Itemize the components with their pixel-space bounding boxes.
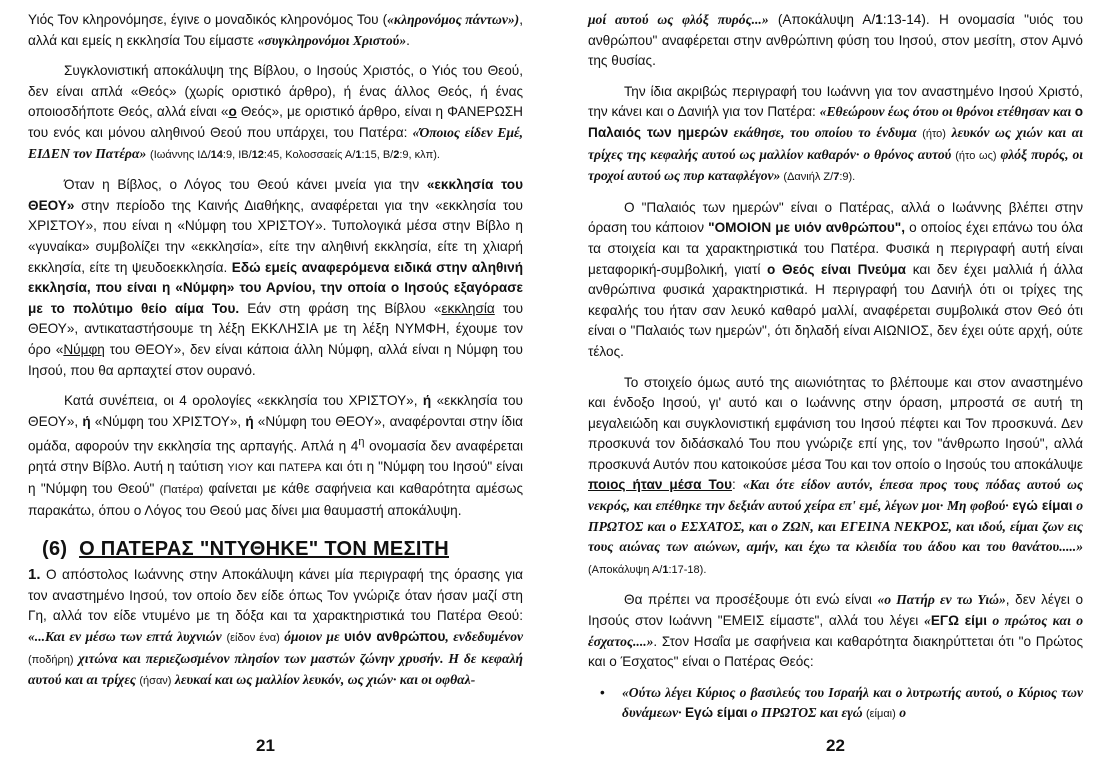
bullet-isaiah: • «Ούτω λέγει Κύριος ο βασιλεύς του Ισραήλ και ο λυτρωτής αυτού, ο Κύριος των δυνάμεων· Εγώ είμαι ο ΠΡΩΤΟΣ και εγώ (είμαι) ο xyxy=(588,683,1083,725)
bullet-icon: • xyxy=(600,684,605,700)
point-number: 1. xyxy=(28,566,41,584)
paragraph-daniel: Την ίδια ακριβώς περιγραφή του Ιωάννη για τον αναστημένο Ιησού Χριστό, την κάνει και ο Δανιήλ για τον Πατέρα: «Εθεώρουν έως ότου οι θρόνοι ετέθησαν και ο Παλαιός των ημερών εκάθησε, του οποίου το ένδυμα (ήτο) λευκόν ως χιών και αι τρίχες της κεφαλής αυτού ως μαλλίον καθαρόν· ο θρόνος αυτού (ήτο ως) φλόξ πυρός, οι τροχοί αυτού ως πυρ καταφλέγον» (Δανιήλ Ζ/7:9). xyxy=(588,83,1084,184)
paragraph-heirs xyxy=(28,10,523,51)
paragraph-revelation xyxy=(28,61,523,165)
right-page xyxy=(588,10,1083,725)
article-underlined: ο xyxy=(228,104,237,120)
text: Υιός Τον κληρονόμησε, έγινε ο μοναδικός κληρονόμος Του ( xyxy=(28,12,388,27)
reference: (Δανιήλ Ζ/7:9). xyxy=(780,171,856,184)
text: . xyxy=(406,32,410,48)
bold-text: Εδώ εμείς αναφερόμενα ειδικά στην αληθινή εκκλησία, που είναι η «Νύμφη» του Αρνίου, την οποία ο Ιησούς εξαγόρασε με το πολύτιμο θείο αίμα Του. xyxy=(28,259,524,316)
quote: «συγκληρονόμοι Χριστού» xyxy=(257,32,407,48)
text: Όταν η Βίβλος, ο Λόγος του Θεού κάνει μνεία για την xyxy=(64,177,427,193)
text: Συγκλονιστική αποκάλυψη της Βίβλου, ο Ιησούς Χριστός, ο Υιός του Θεού, δεν είναι απλά «Θεός» (χωρίς οριστικό άρθρο), ή ένας άλλος Θεός, ή ένας οποιοσδήποτε Θεός, αλλά είναι « xyxy=(28,63,523,120)
paragraph-terminology: Κατά συνέπεια, οι 4 ορολογίες «εκκλησία του ΧΡΙΣΤΟΥ», ή «εκκλησία του ΘΕΟΥ», ή «Νύμφη του ΧΡΙΣΤΟΥ», ή «Νύμφη του ΘΕΟΥ», αναφέρονται στην ίδια ομάδα, αφορούν την εκκλησία της αρπαγής. Απλά η $4^\eta$ ονομασία δεν αναφέρεται ρητά στην Βίβλο. Αυτή η ταύτιση ΥΙΟΥ και ΠΑΤΕΡΑ και ότι η "Νύμφη του Ιησού" είναι η "Νύμφη του Θεού" (Πατέρα) φαίνεται με κάθε σαφήνεια και καθαρότητα αμέσως παρακάτω, όπου ο Λόγος του Θεού μας δίνει μια θαυμαστή αποκάλυψη. xyxy=(28,393,523,518)
paragraph-first-and-last: Θα πρέπει να προσέξουμε ότι ενώ είναι «ο Πατήρ εν τω Υιώ», δεν λέγει ο Ιησούς στον Ιωάννη "ΕΜΕΙΣ είμαστε", αλλά του λέγει «ΕΓΩ είμι ο πρώτος και ο έσχατος....». Στον Ησαΐα με σαφήνεια και καθαρότητα διακηρύττεται ότι "ο Πρώτος και ο Έσχατος" είναι ο Πατέρας Θεός: xyxy=(588,592,1084,670)
quote: «Όποιος είδεν Εμέ, ΕΙΔΕΝ τον Πατέρα» xyxy=(28,124,523,161)
section-heading xyxy=(28,537,523,561)
reference: (Αποκάλυψη Α/1:17-18). xyxy=(588,563,707,576)
text: του ΘΕΟΥ», δεν είναι κάποια άλλη Νύμφη, αλλά είναι η Νύμφη του Ιησού, που θα αρπαχτεί στον ουρανό. xyxy=(28,341,523,378)
paragraph-ancient-of-days: Ο "Παλαιός των ημερών" είναι ο Πατέρας, αλλά ο Ιωάννης βλέπει στην όραση του κάποιον "ΟΜΟΙΟΝ με υιόν ανθρώπου", ο οποίος έχει επάνω του όλα τα στοιχεία και τα χαρακτηριστικά του Πατέρα. Φυσικά η περιγραφή αυτή είναι μεταφορική-συμβολική, γιατί ο Θεός είναι Πνεύμα και δεν έχει μαλλιά ή άλλα ανθρώπινα φυσικά χαρακτηριστικά. Η περιγραφή του Δανιήλ ότι οι τρίχες της κεφαλής του ήταν σαν λευκό καθαρό μαλλί, αναφέρεται συμβολικά στον Θεό ότι είναι ο "Παλαιός των ημερών", ότι δηλαδή είναι ΑΙΩΝΙΟΣ, δεν έχει ούτε αρχή, ούτε τέλος. xyxy=(588,199,1084,359)
page-number-right: 22 xyxy=(826,736,845,755)
text: στην περίοδο της Καινής Διαθήκης, αναφέρεται για την «εκκλησία του ΧΡΙΣΤΟΥ», που είναι η «Νύμφη του ΧΡΙΣΤΟΥ». Τυπολογικά μέσα στην Βίβλο η «γυναίκα» συμβολίζει την «εκκλησία», είτε την αληθινή εκκλησία, είτε τη χλιαρή εκκλησία, είτε τη ψευδοεκκλησία. xyxy=(28,197,523,275)
underlined-text: Νύμφη xyxy=(63,341,105,357)
section-title: Ο ΠΑΤΕΡΑΣ "ΝΤΥΘΗΚΕ" ΤΟΝ ΜΕΣΙΤΗ xyxy=(79,538,449,561)
paragraph-church xyxy=(28,175,523,381)
text: Θεός», με οριστικό άρθρο, είναι η ΦΑΝΕΡΩΣΗ του ενός και μόνου αληθινού Θεού που υπάρχει, του Πατέρα: xyxy=(28,104,523,140)
paragraph-eternity: Το στοιχείο όμως αυτό της αιωνιότητας το βλέπουμε και στον αναστημένο και ένδοξο Ιησού, γι' αυτό και ο Ιωάννης στην όραση, μπροστά σε αυτή τη μεγαλειώδη και συγκλονιστική εμφάνιση του Ιησού πέφτει και Τον προσκυνά. Δεν προσκυνά τον διδάσκαλό Του που γνώριζε επί γης, τον "άνθρωπο Ιησού", αλλά προσκυνά Αυτόν που κατοικούσε μέσα Του και τον οποίο ο Ιησούς του αποκάλυψε ποιος ήταν μέσα Του: «Και ότε είδον αυτόν, έπεσα προς τους πόδας αυτού ως νεκρός, και επέθηκε την δεξιάν αυτού χείρα επ' εμέ, λέγων μοι· Μη φοβού· εγώ είμαι ο ΠΡΩΤΟΣ και ο ΕΣΧΑΤΟΣ, και ο ΖΩΝ, και ΕΓΕΙΝΑ ΝΕΚΡΟΣ, και ιδού, είμαι ζων εις τους αιώνας των αιώνων, αμήν, και έχω τα κλειδία του άδου και του θανάτου.....» (Αποκάλυψη Α/1:17-18). xyxy=(588,374,1084,576)
section-number: (6) xyxy=(42,538,68,561)
left-page xyxy=(28,10,523,692)
paragraph-vision: 1. Ο απόστολος Ιωάννης στην Αποκάλυψη κάνει μία περιγραφή της όρασης για τον αναστημένο Ιησού, τον οποίο δεν είδε όπως Τον γνώριζε όταν ήσαν μαζί στη Γη, αλλά τον είδε ντυμένο με τη δόξα και τα χαρακτηριστικά του Πατέρα Θεού: «...Και εν μέσω των επτά λυχνιών (είδον ένα) όμοιον με υιόν ανθρώπου, ενδεδυμένον (ποδήρη) χιτώνα και περιεζωσμένον πλησίον των μαστών ζώνην χρυσήν. Η δε κεφαλή αυτού και αι τρίχες (ήσαν) λευκαί και ως μαλλίον λευκόν, ως χιών· και οι οφθαλ- xyxy=(28,566,524,688)
page-number-left: 21 xyxy=(256,736,275,755)
bold-text: «εκκλησία του ΘΕΟΥ» xyxy=(28,177,523,213)
paragraph-son-of-man: μοί αυτού ως φλόξ πυρός...» (Αποκάλυψη Α/1:13-14). Η ονομασία "υιός του ανθρώπου" αναφέρεται στην ανθρώπινη φύση του Ιησού, στον μεσίτη, στον Αμνό της θυσίας. xyxy=(588,12,1084,69)
text: του ΘΕΟΥ», αντικαταστήσουμε τη λέξη ΕΚΚΛΗΣΙΑ με τη λέξη ΝΥΜΦΗ, έχουμε τον όρο « xyxy=(28,300,524,357)
text: , αλλά και εμείς η εκκλησία Του είμαστε xyxy=(28,12,523,48)
reference: (Ιωάννης ΙΔ/14:9, ΙΒ/12:45, Κολοσσαείς Α/1:15, Β/2:9, κλπ). xyxy=(150,148,440,161)
underlined-text: εκκλησία xyxy=(441,300,495,316)
quote: «κληρονόμος πάντων») xyxy=(387,12,520,27)
text: Εάν στη φράση της Βίβλου « xyxy=(239,300,442,316)
